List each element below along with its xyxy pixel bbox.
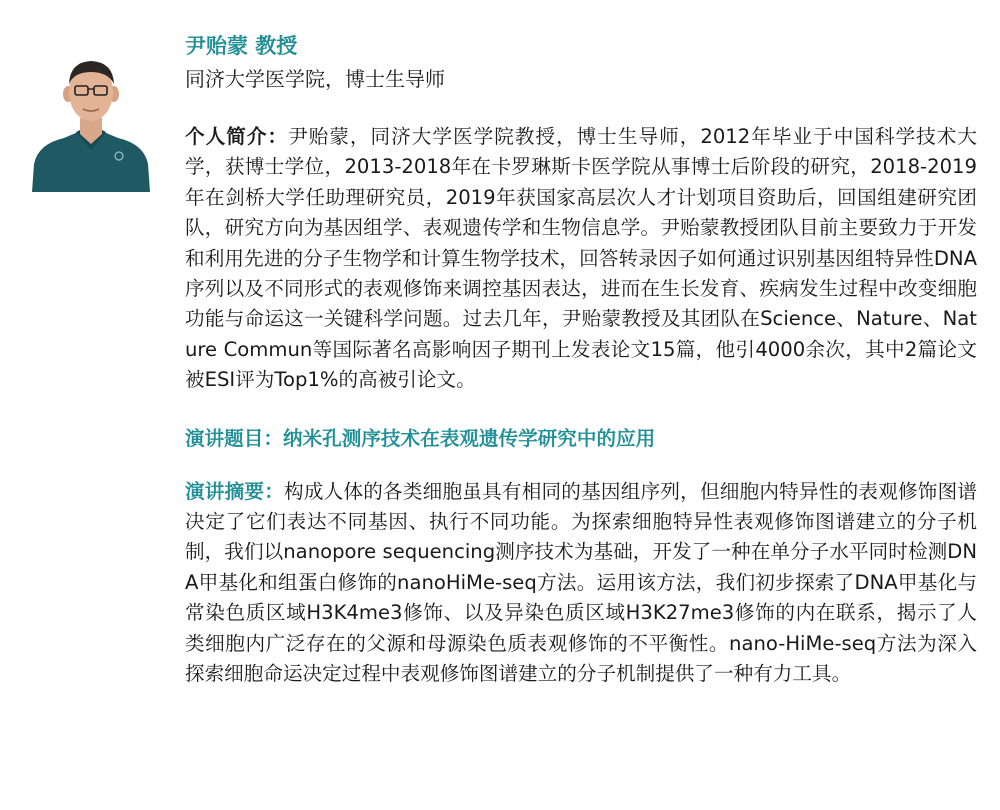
bio-text: 尹贻蒙，同济大学医学院教授，博士生导师，2012年毕业于中国科学技术大学，获博士学位，2013-2018年在卡罗琳斯卡医学院从事博士后阶段的研究，2018-2019年在剑桥大学任助理研究员，2019年获国家高层次人才计划项目资助后，回国组建研究团队，研究方向为基因组学、表观遗传学和生物信息学。尹贻蒙教授团队目前主要致力于开发和利用先进的分子生物学和计算生物学技术，回答转录因子如何通过识别基因组特异性DNA序列以及不同形式的表观修饰来调控基因表达，进而在生长发育、疾病发生过程中改变细胞功能与命运这一关键科学问题。过去几年，尹贻蒙教授及其团队在Science、Nature、Nature Commun等国际著名高影响因子期刊上发表论文15篇，他引4000余次，其中2篇论文被ESI评为Top1%的高被引论文。 xyxy=(185,125,977,392)
bio-paragraph xyxy=(185,122,977,396)
speaker-affiliation: 同济大学医学院，博士生导师 xyxy=(185,67,445,91)
speaker-photo xyxy=(28,52,154,192)
abstract-text: 构成人体的各类细胞虽具有相同的基因组序列，但细胞内特异性的表观修饰图谱决定了它们表达不同基因、执行不同功能。为探索细胞特异性表观修饰图谱建立的分子机制，我们以nanopore sequencing测序技术为基础，开发了一种在单分子水平同时检测DNA甲基化和组蛋白修饰的nanoHiMe-seq方法。运用该方法，我们初步探索了DNA甲基化与常染色质区域H3K4me3修饰、以及异染色质区域H3K27me3修饰的内在联系，揭示了人类细胞内广泛存在的父源和母源染色质表观修饰的不平衡性。nano-HiMe-seq方法为深入探索细胞命运决定过程中表观修饰图谱建立的分子机制提供了一种有力工具。 xyxy=(185,479,978,686)
abstract-paragraph xyxy=(185,477,977,690)
speaker-portrait-illustration xyxy=(28,52,154,192)
talk-title: 演讲题目：纳米孔测序技术在表观遗传学研究中的应用 xyxy=(185,426,656,450)
abstract-label: 演讲摘要： xyxy=(185,479,285,503)
bio-label: 个人简介： xyxy=(185,125,289,148)
speaker-name: 尹贻蒙 教授 xyxy=(185,34,298,58)
speaker-content xyxy=(185,30,977,690)
